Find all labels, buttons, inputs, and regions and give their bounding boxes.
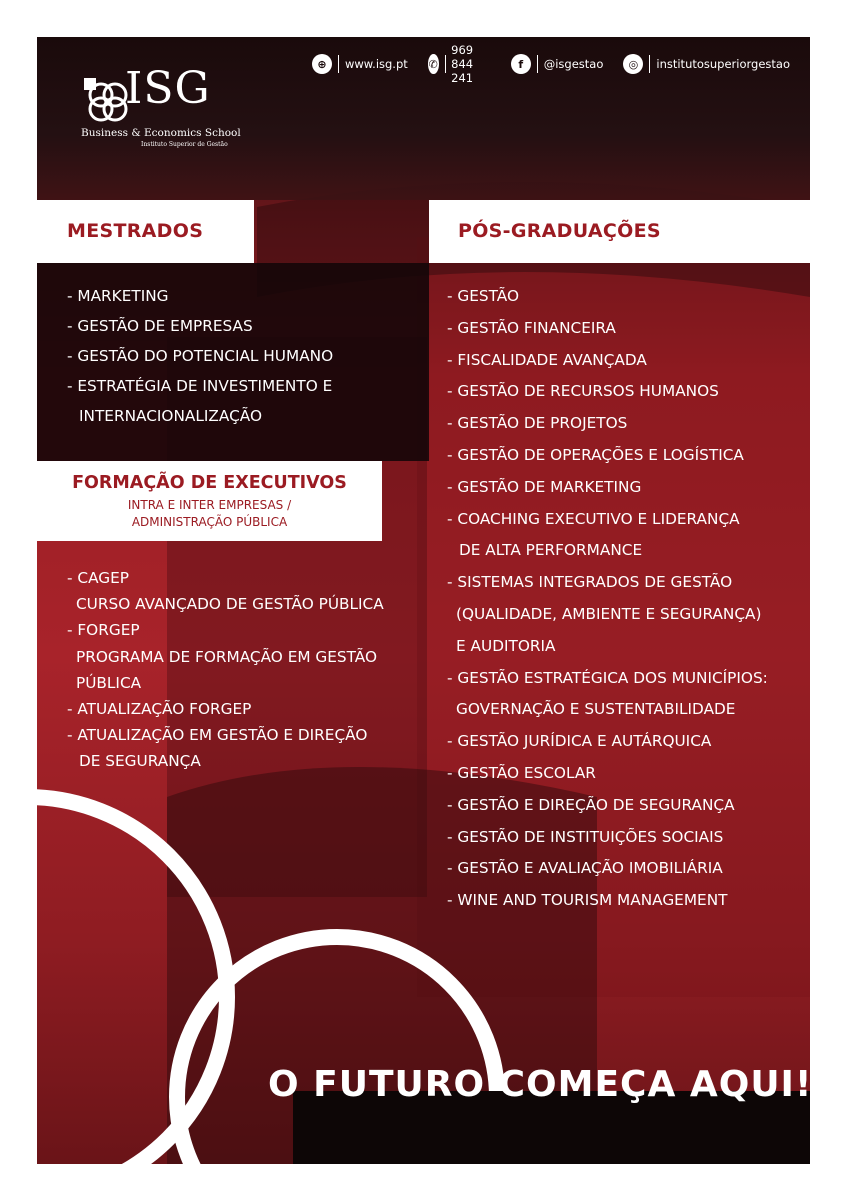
poster [37,37,813,1164]
logo-subtitle-small: Instituto Superior de Gestão [141,141,228,148]
list-item: - COACHING EXECUTIVO E LIDERANÇA [447,509,740,528]
list-item: - GESTÃO DE RECURSOS HUMANOS [447,382,719,401]
list-item: - ESTRATÉGIA DE INVESTIMENTO E [67,377,333,395]
list-item: - GESTÃO DE PROJETOS [447,414,628,433]
list-item: (QUALIDADE, AMBIENTE E SEGURANÇA) [456,604,762,623]
logo-text: ISG [125,63,211,114]
logo-subtitle: Business & Economics School [81,127,241,139]
pos-title: PÓS-GRADUAÇÕES [458,220,661,242]
list-item: E AUDITORIA [456,636,556,655]
website-text: www.isg.pt [345,57,408,71]
list-item: INTERNACIONALIZAÇÃO [79,407,262,425]
list-item: - GESTÃO DE INSTITUIÇÕES SOCIAIS [447,827,724,846]
instagram-text: institutosuperiorgestao [656,57,790,71]
list-item: GOVERNAÇÃO E SUSTENTABILIDADE [456,700,736,719]
list-item: - WINE AND TOURISM MANAGEMENT [447,891,728,910]
decorative-rings [37,37,813,1164]
list-item: PÚBLICA [76,673,142,692]
list-item: CURSO AVANÇADO DE GESTÃO PÚBLICA [76,595,384,614]
list-item: - GESTÃO E AVALIAÇÃO IMOBILIÁRIA [447,859,723,878]
list-item: - GESTÃO DE EMPRESAS [67,317,253,335]
list-item: - FISCALIDADE AVANÇADA [447,350,647,369]
list-item: DE SEGURANÇA [79,752,201,771]
list-item: - ATUALIZAÇÃO FORGEP [67,700,252,719]
list-item: - MARKETING [67,287,169,305]
list-item: - GESTÃO JURÍDICA E AUTÁRQUICA [447,732,712,751]
list-item: - GESTÃO DO POTENCIAL HUMANO [67,347,334,365]
list-item: - ATUALIZAÇÃO EM GESTÃO E DIREÇÃO [67,726,368,745]
facebook-text: @isgestao [543,57,604,71]
list-item: - GESTÃO ESTRATÉGICA DOS MUNICÍPIOS: [447,668,768,687]
list-item: - GESTÃO DE OPERAÇÕES E LOGÍSTICA [447,445,744,464]
list-item: - GESTÃO FINANCEIRA [447,318,616,337]
list-item: - FORGEP [67,621,140,640]
footer-slogan: O FUTURO COMEÇA AQUI! [268,1064,813,1105]
list-item: PROGRAMA DE FORMAÇÃO EM GESTÃO [76,647,378,666]
globe-icon: ⊕ [312,54,332,74]
list-item: - SISTEMAS INTEGRADOS DE GESTÃO [447,573,733,592]
executivos-subtitle-line1: INTRA E INTER EMPRESAS / [127,498,292,512]
executivos-title: FORMAÇÃO DE EXECUTIVOS [72,473,347,493]
executivos-subtitle-line2: ADMINISTRAÇÃO PÚBLICA [131,515,288,529]
phone-text: 969 844 241 [451,43,474,85]
list-item: - GESTÃO [447,287,520,305]
list-item: - GESTÃO ESCOLAR [447,763,596,782]
list-item: DE ALTA PERFORMANCE [459,541,643,560]
facebook-icon: f [511,54,531,74]
mestrados-title: MESTRADOS [67,220,204,242]
instagram-icon: ◎ [623,54,643,74]
list-item: - CAGEP [67,569,130,587]
list-item: - GESTÃO DE MARKETING [447,477,642,496]
phone-icon: ✆ [428,54,439,74]
list-item: - GESTÃO E DIREÇÃO DE SEGURANÇA [447,795,735,814]
